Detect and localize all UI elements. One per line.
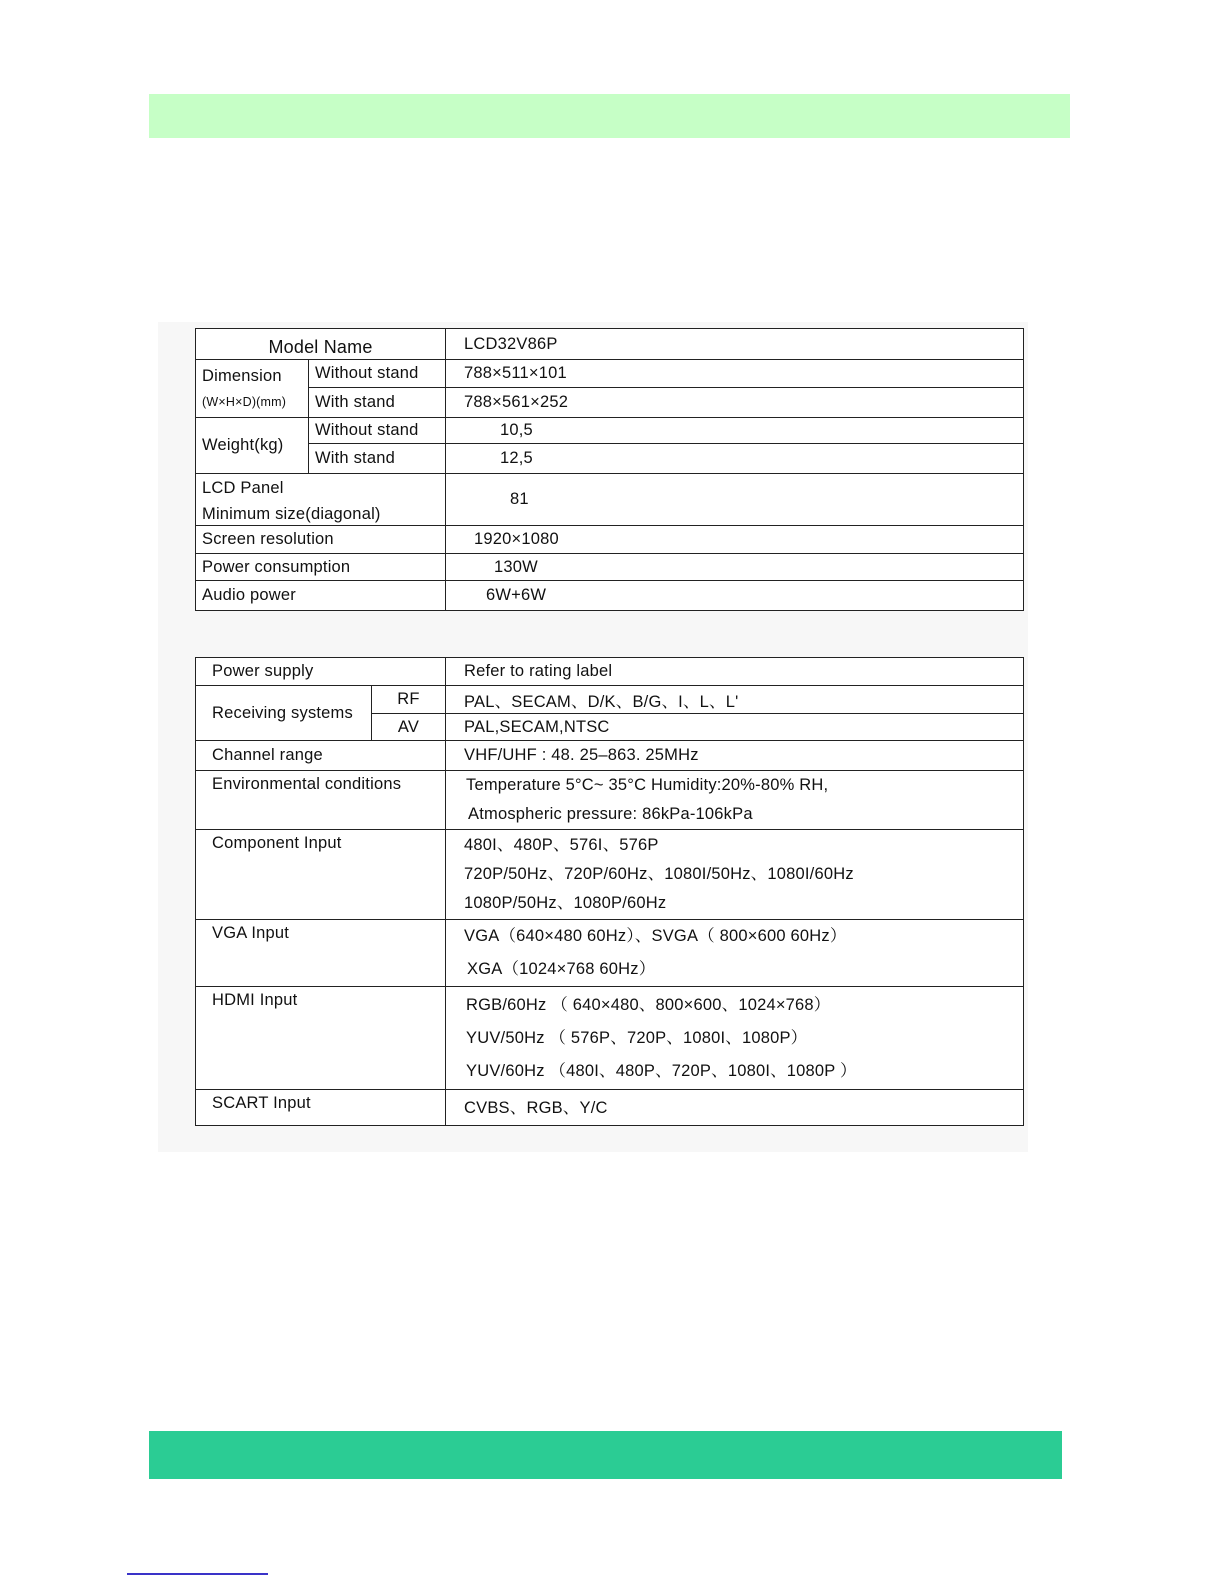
dimension-label-cell [196,360,309,418]
row-vga-input [196,920,1024,987]
row-lcd-panel [196,474,1024,526]
receiving-systems-label: Receiving systems [196,686,372,741]
vga-value-line-2: XGA（1024×768 60Hz） [467,960,656,978]
weight-without-label: Without stand [309,418,446,444]
dimension-with-label: With stand [309,388,446,418]
model-name-label: Model Name [196,329,446,360]
lcd-panel-label-line-2: Minimum size(diagonal) [202,505,381,523]
hdmi-value-line-1: RGB/60Hz （ 640×480、800×600、1024×768） [466,995,831,1014]
footer-bar [149,1431,1062,1479]
dimension-unit: (W×H×D)(mm) [202,394,287,409]
weight-label: Weight(kg) [196,418,309,474]
power-consumption-label: Power consumption [196,554,446,581]
row-component-input [196,830,1024,920]
footer-link-underline [127,1573,268,1575]
row-power-supply [196,658,1024,686]
row-weight-without [196,418,1024,444]
row-weight-with [196,444,1024,474]
row-scart-input [196,1090,1024,1126]
model-name-value: LCD32V86P [446,329,1024,360]
component-value-line-2: 720P/50Hz、720P/60Hz、1080I/50Hz、1080I/60Hz [464,865,854,883]
row-dimension-with [196,388,1024,418]
row-screen-resolution [196,526,1024,554]
channel-range-label: Channel range [196,741,446,771]
av-label: AV [372,714,446,741]
rf-value: PAL、SECAM、D/K、B/G、I、L、L' [446,686,1024,714]
av-value: PAL,SECAM,NTSC [446,714,1024,741]
environmental-value-line-2: Atmospheric pressure: 86kPa-106kPa [468,805,753,823]
environmental-value-cell [446,771,1024,830]
scart-input-label: SCART Input [196,1090,446,1126]
dimension-with-value: 788×561×252 [446,388,1024,418]
lcd-panel-label-cell [196,474,446,526]
vga-value-cell [446,920,1024,987]
hdmi-value-cell [446,987,1024,1090]
hdmi-value-line-2: YUV/50Hz （ 576P、720P、1080I、1080P） [466,1028,808,1047]
weight-with-value: 12,5 [446,444,1024,474]
power-supply-label: Power supply [196,658,446,686]
specifications-table-2 [195,657,1024,1126]
row-dimension-without [196,360,1024,388]
weight-without-value: 10,5 [446,418,1024,444]
vga-value-line-1: VGA（640×480 60Hz）、SVGA（ 800×600 60Hz） [464,927,847,945]
component-input-label: Component Input [196,830,446,920]
row-environmental [196,771,1024,830]
environmental-value-line-1: Temperature 5°C~ 35°C Humidity:20%-80% RH, [466,776,829,794]
hdmi-value-line-3: YUV/60Hz （480I、480P、720P、1080I、1080P ） [466,1061,857,1080]
header-bar [149,94,1070,138]
power-supply-value: Refer to rating label [446,658,1024,686]
scart-value: CVBS、RGB、Y/C [446,1090,1024,1126]
channel-range-value: VHF/UHF : 48. 25–863. 25MHz [446,741,1024,771]
environmental-label: Environmental conditions [196,771,446,830]
specifications-table-1 [195,328,1024,611]
row-channel-range [196,741,1024,771]
dimension-without-label: Without stand [309,360,446,388]
screen-resolution-value: 1920×1080 [446,526,1024,554]
lcd-panel-label-line-1: LCD Panel [202,479,284,497]
row-hdmi-input [196,987,1024,1090]
power-consumption-value: 130W [446,554,1024,581]
row-model-name [196,329,1024,360]
component-value-line-3: 1080P/50Hz、1080P/60Hz [464,894,667,912]
row-audio-power [196,581,1024,611]
row-receiving-rf [196,686,1024,714]
rf-label: RF [372,686,446,714]
screen-resolution-label: Screen resolution [196,526,446,554]
hdmi-input-label: HDMI Input [196,987,446,1090]
lcd-panel-value: 81 [446,474,1024,526]
dimension-without-value: 788×511×101 [446,360,1024,388]
vga-input-label: VGA Input [196,920,446,987]
audio-power-value: 6W+6W [446,581,1024,611]
audio-power-label: Audio power [196,581,446,611]
component-value-line-1: 480I、480P、576I、576P [464,836,659,854]
row-power-consumption [196,554,1024,581]
weight-with-label: With stand [309,444,446,474]
component-value-cell [446,830,1024,920]
dimension-label: Dimension [202,366,282,385]
